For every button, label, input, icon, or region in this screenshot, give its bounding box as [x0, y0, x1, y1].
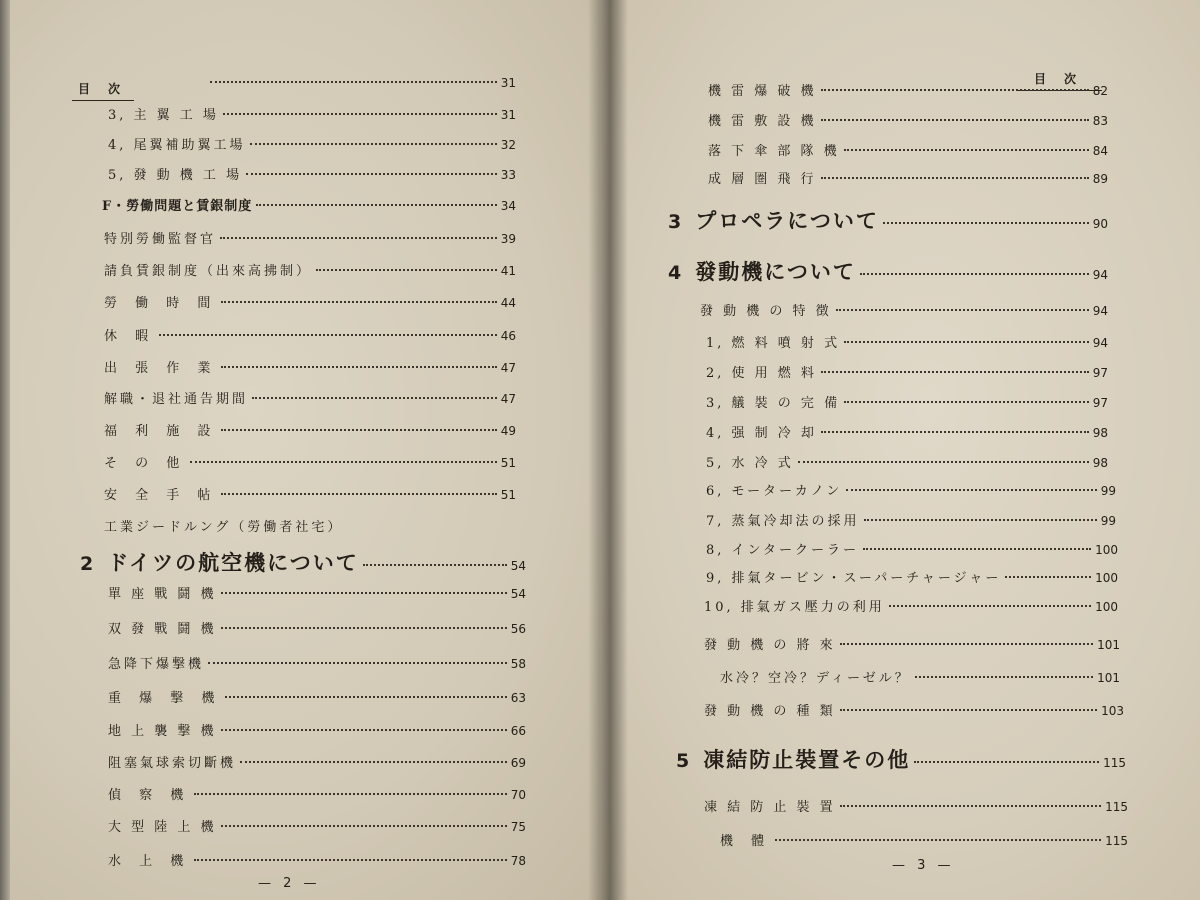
toc-entry — [108, 850, 526, 869]
entry-title: 3, 主 翼 工 場 — [108, 108, 219, 123]
entry-title: 機 雷 爆 破 機 — [708, 84, 817, 99]
entry-title: 機 體 — [720, 834, 772, 849]
leader-dots — [363, 564, 507, 566]
leader-dots — [221, 825, 507, 827]
leader-dots — [252, 397, 497, 399]
left-page — [10, 0, 610, 900]
toc-entry — [706, 539, 1118, 558]
page-number: 47 — [500, 361, 516, 375]
toc-chapter — [676, 744, 1126, 774]
entry-title: 偵 察 機 — [108, 788, 191, 803]
toc-entry — [700, 300, 1108, 319]
toc-entry — [704, 634, 1120, 653]
page-number: 49 — [500, 424, 516, 438]
leader-dots — [250, 143, 497, 145]
leader-dots — [844, 401, 1089, 403]
leader-dots — [846, 489, 1096, 491]
leader-dots — [194, 859, 506, 861]
leader-dots — [221, 592, 507, 594]
entry-title: 請負賃銀制度（出來高拂制） — [104, 264, 313, 279]
chapter-number: 5 — [676, 750, 690, 772]
entry-title: 双 發 戰 鬪 機 — [108, 622, 217, 637]
entry-title: 1, 燃 料 噴 射 式 — [706, 336, 841, 351]
page-number: 56 — [510, 622, 526, 636]
book-gutter-shadow — [588, 0, 628, 900]
leader-dots — [221, 493, 496, 495]
toc-entry — [704, 796, 1128, 815]
toc-entry — [104, 260, 516, 279]
leader-dots — [798, 461, 1089, 463]
leader-dots — [821, 371, 1089, 373]
chapter-number: 4 — [668, 262, 682, 284]
page-number: 32 — [500, 138, 516, 152]
leader-dots — [840, 805, 1101, 807]
entry-title: 成 層 圏 飛 行 — [708, 172, 817, 187]
leader-dots — [225, 696, 506, 698]
entry-title: 水冷？空冷？ディーゼル？ — [720, 671, 911, 686]
toc-entry — [108, 618, 526, 637]
entry-title: 發 動 機 の 將 來 — [704, 638, 836, 653]
entry-title: 發 動 機 の 種 類 — [704, 704, 836, 719]
toc-chapter — [80, 547, 526, 577]
entry-title: 福 利 施 設 — [104, 424, 218, 439]
leader-dots — [221, 301, 496, 303]
toc-entry — [706, 510, 1116, 529]
left-header-rule — [72, 100, 134, 101]
entry-title: 休 暇 — [104, 329, 156, 344]
page-number: 33 — [500, 168, 516, 182]
toc-entry — [706, 332, 1108, 351]
toc-entry — [108, 687, 526, 706]
leader-dots — [863, 548, 1091, 550]
page-number: 69 — [510, 756, 526, 770]
chapter-title: 凍結防止裝置その他 — [703, 747, 911, 772]
page-number: 94 — [1092, 336, 1108, 350]
toc-entry — [108, 104, 516, 123]
leader-dots — [775, 839, 1101, 841]
right-page — [600, 0, 1200, 900]
toc-entry — [108, 816, 526, 835]
toc-entry — [104, 228, 516, 247]
page-number: 100 — [1095, 571, 1118, 585]
page-number: 75 — [510, 820, 526, 834]
toc-entry — [706, 362, 1108, 381]
entry-title: 急降下爆撃機 — [108, 657, 205, 672]
toc-entry — [108, 134, 516, 153]
toc-entry — [206, 76, 516, 90]
leader-dots — [864, 519, 1097, 521]
entry-title: 大 型 陸 上 機 — [108, 820, 217, 835]
left-page-folio: — 2 — — [258, 876, 321, 891]
page-number: 82 — [1092, 84, 1108, 98]
entry-title: 勞 働 時 間 — [104, 296, 218, 311]
entry-title: 工業ジードルング（勞働者社宅） — [104, 520, 344, 535]
leader-dots — [915, 676, 1093, 678]
leader-dots — [844, 149, 1089, 151]
leader-dots — [821, 119, 1089, 121]
entry-title: 5, 發 動 機 工 場 — [108, 168, 243, 183]
page-number: 34 — [500, 199, 516, 213]
page-number: 66 — [510, 724, 526, 738]
page-number: 70 — [510, 788, 526, 802]
leader-dots — [221, 627, 507, 629]
page-number: 54 — [510, 559, 526, 573]
toc-section — [102, 195, 516, 214]
leader-dots — [821, 431, 1089, 433]
toc-entry — [720, 830, 1128, 849]
toc-entry — [706, 567, 1118, 586]
page-number: 101 — [1097, 638, 1120, 652]
toc-entry — [704, 596, 1118, 615]
page-number: 100 — [1095, 543, 1118, 557]
toc-entry — [708, 80, 1108, 99]
page-number: 51 — [500, 456, 516, 470]
page-number: 89 — [1092, 172, 1108, 186]
page-number: 46 — [500, 329, 516, 343]
leader-dots — [190, 461, 496, 463]
page-number: 54 — [510, 587, 526, 601]
toc-entry — [108, 720, 526, 739]
entry-title: 6, モーターカノン — [706, 484, 843, 499]
leader-dots — [316, 269, 497, 271]
toc-entry — [706, 392, 1108, 411]
toc-entry — [708, 110, 1108, 129]
leader-dots — [840, 709, 1097, 711]
leader-dots — [860, 273, 1089, 275]
leader-dots — [840, 643, 1093, 645]
entry-title: 5, 水 冷 式 — [706, 456, 794, 471]
toc-entry — [706, 452, 1108, 471]
page-number: 44 — [500, 296, 516, 310]
page-number: 84 — [1092, 144, 1108, 158]
leader-dots — [836, 309, 1089, 311]
toc-entry — [706, 422, 1108, 441]
page-number: 101 — [1097, 671, 1120, 685]
toc-entry — [104, 484, 516, 503]
toc-entry — [104, 420, 516, 439]
leader-dots — [194, 793, 506, 795]
entry-title: 單 座 戰 鬪 機 — [108, 587, 217, 602]
entry-title: 發 動 機 の 特 徴 — [700, 304, 832, 319]
page-number: 98 — [1092, 456, 1108, 470]
toc-entry — [708, 168, 1108, 187]
entry-title: 3, 艤 裝 の 完 備 — [706, 396, 841, 411]
entry-title: 10, 排氣ガス壓力の利用 — [704, 600, 885, 615]
toc-entry — [104, 388, 516, 407]
leader-dots — [221, 429, 496, 431]
toc-entry — [108, 784, 526, 803]
leader-dots — [844, 341, 1089, 343]
right-header: 目次 — [1034, 72, 1095, 86]
page-number: 103 — [1101, 704, 1124, 718]
page-number: 115 — [1103, 756, 1126, 770]
page-number: 99 — [1100, 514, 1116, 528]
leader-dots — [914, 761, 1099, 763]
page-number: 39 — [500, 232, 516, 246]
entry-title: 阻塞氣球索切斷機 — [108, 756, 237, 771]
page-number: 100 — [1095, 600, 1118, 614]
right-page-folio: — 3 — — [892, 858, 955, 873]
page-number: 99 — [1100, 484, 1116, 498]
entry-title: 7, 蒸氣冷却法の採用 — [706, 514, 860, 529]
leader-dots — [221, 366, 496, 368]
leader-dots — [883, 222, 1089, 224]
left-header: 目次 — [78, 82, 139, 96]
toc-entry — [108, 583, 526, 602]
entry-title: そ の 他 — [104, 456, 187, 471]
entry-title: 4, 强 制 冷 却 — [706, 426, 817, 441]
page-number: 97 — [1092, 366, 1108, 380]
toc-entry — [108, 752, 526, 771]
toc-entry — [104, 325, 516, 344]
page-number: 31 — [500, 108, 516, 122]
leader-dots — [159, 334, 497, 336]
leader-dots — [240, 761, 507, 763]
toc-entry — [720, 667, 1120, 686]
leader-dots — [256, 204, 496, 206]
toc-entry — [708, 140, 1108, 159]
toc-entry — [704, 700, 1124, 719]
page-number: 94 — [1092, 268, 1108, 282]
page-number: 58 — [510, 657, 526, 671]
page-number: 94 — [1092, 304, 1108, 318]
entry-title: 地 上 襲 撃 機 — [108, 724, 217, 739]
entry-title: 特別勞働監督官 — [104, 232, 217, 247]
page-number: 115 — [1105, 834, 1128, 848]
toc-chapter — [668, 256, 1108, 286]
leader-dots — [889, 605, 1091, 607]
chapter-number: 2 — [80, 553, 94, 575]
page-number: 83 — [1092, 114, 1108, 128]
entry-title: 凍 結 防 止 裝 置 — [704, 800, 836, 815]
leader-dots — [220, 237, 497, 239]
entry-title: 出 張 作 業 — [104, 361, 218, 376]
leader-dots — [1005, 576, 1091, 578]
leader-dots — [821, 89, 1089, 91]
toc-entry — [104, 357, 516, 376]
page-number: 31 — [500, 76, 516, 90]
entry-title: 水 上 機 — [108, 854, 191, 869]
leader-dots — [221, 729, 507, 731]
entry-title: F・勞働問題と賃銀制度 — [102, 199, 253, 214]
page-number: 90 — [1092, 217, 1108, 231]
leader-dots — [223, 113, 497, 115]
entry-title: 機 雷 敷 設 機 — [708, 114, 817, 129]
chapter-title: ドイツの航空機について — [107, 550, 359, 575]
toc-entry — [108, 653, 526, 672]
entry-title: 重 爆 撃 機 — [108, 691, 222, 706]
toc-entry — [706, 480, 1116, 499]
toc-chapter — [668, 205, 1108, 235]
page-number: 47 — [500, 392, 516, 406]
toc-entry — [104, 292, 516, 311]
entry-title: 9, 排氣タービン・スーパーチャージャー — [706, 571, 1002, 586]
toc-entry — [108, 164, 516, 183]
chapter-title: プロペラについて — [695, 208, 879, 233]
toc-entry — [104, 516, 344, 535]
chapter-number: 3 — [668, 211, 682, 233]
leader-dots — [208, 662, 507, 664]
page-number: 97 — [1092, 396, 1108, 410]
leader-dots — [210, 81, 497, 83]
toc-entry — [104, 452, 516, 471]
leader-dots — [246, 173, 497, 175]
page-number: 63 — [510, 691, 526, 705]
chapter-title: 發動機について — [695, 259, 856, 284]
entry-title: 安 全 手 帖 — [104, 488, 218, 503]
page-number: 98 — [1092, 426, 1108, 440]
entry-title: 4, 尾翼補助翼工場 — [108, 138, 246, 153]
entry-title: 2, 使 用 燃 料 — [706, 366, 817, 381]
entry-title: 落 下 傘 部 隊 機 — [708, 144, 840, 159]
page-number: 78 — [510, 854, 526, 868]
leader-dots — [821, 177, 1089, 179]
page-number: 51 — [500, 488, 516, 502]
page-number: 41 — [500, 264, 516, 278]
entry-title: 解職・退社通告期間 — [104, 392, 249, 407]
entry-title: 8, インタークーラー — [706, 543, 860, 558]
page-number: 115 — [1105, 800, 1128, 814]
